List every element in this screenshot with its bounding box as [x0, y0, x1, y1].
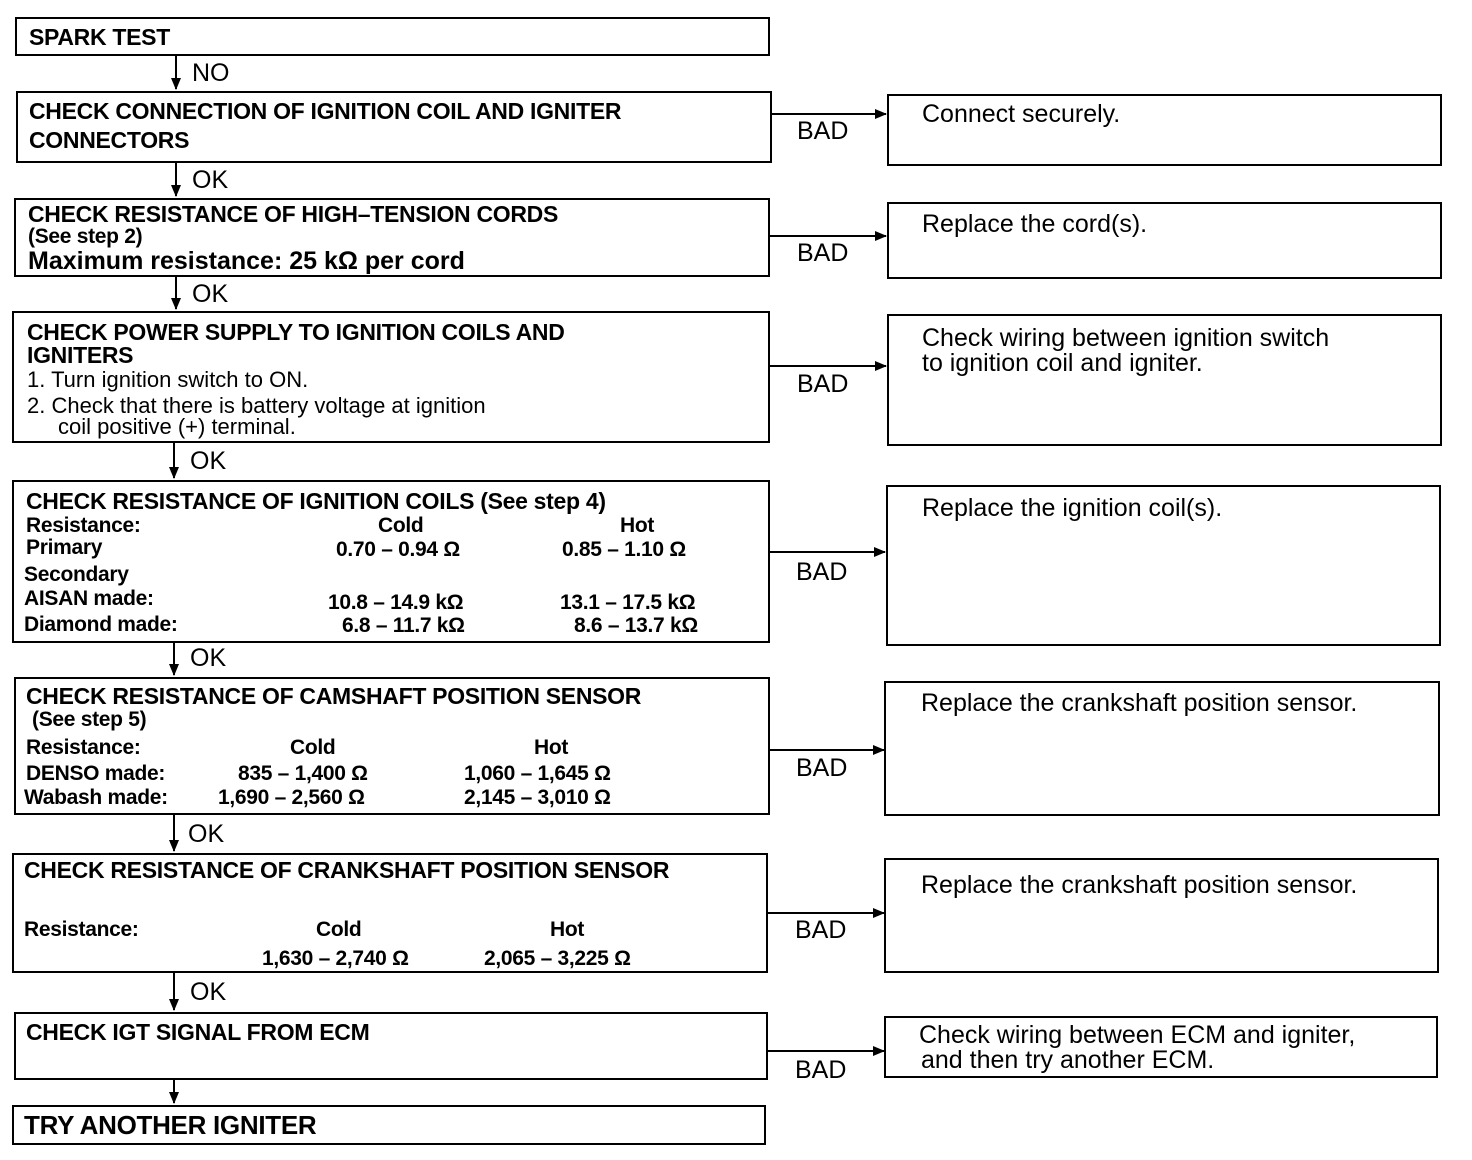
step-title: CHECK IGT SIGNAL FROM ECM — [26, 1019, 370, 1045]
step-high-tension-cords-box — [14, 198, 770, 277]
action-text-line1: Check wiring between ignition switch — [922, 324, 1330, 352]
primary-label: Primary — [26, 536, 103, 559]
action-text: Replace the crankshaft position sensor. — [921, 871, 1358, 899]
label-ok: OK — [190, 644, 227, 672]
step-see-ref: (See step 5) — [32, 708, 147, 731]
aisan-hot-value: 13.1 – 17.5 kΩ — [560, 591, 696, 614]
step-camshaft-sensor-box — [14, 677, 770, 815]
action-replace-ignition-coils-box — [886, 485, 1441, 646]
denso-cold-value: 835 – 1,400 Ω — [238, 762, 368, 785]
label-ok: OK — [192, 280, 229, 308]
resistance-label: Resistance: — [26, 514, 141, 537]
step-title-cont: CONNECTORS — [29, 127, 190, 153]
action-connect-securely-box — [887, 94, 1442, 166]
label-ok: OK — [190, 447, 227, 475]
col-hot: Hot — [534, 736, 569, 759]
step-title: CHECK RESISTANCE OF HIGH–TENSION CORDS — [28, 201, 558, 227]
label-ok: OK — [192, 166, 229, 194]
action-text: Replace the crankshaft position sensor. — [921, 689, 1358, 717]
wabash-cold-value: 1,690 – 2,560 Ω — [218, 786, 365, 809]
label-bad: BAD — [797, 370, 849, 398]
diamond-label: Diamond made: — [24, 613, 178, 636]
denso-label: DENSO made: — [26, 762, 166, 785]
step-title: CHECK RESISTANCE OF IGNITION COILS (See step 4) — [26, 488, 606, 514]
col-hot: Hot — [550, 918, 585, 941]
step-title: CHECK CONNECTION OF IGNITION COIL AND IGNITER — [29, 98, 622, 124]
col-cold: Cold — [378, 514, 424, 537]
crank-cold-value: 1,630 – 2,740 Ω — [262, 947, 409, 970]
step-title: CHECK RESISTANCE OF CAMSHAFT POSITION SENSOR — [26, 683, 642, 709]
instruction-2-cont: coil positive (+) terminal. — [58, 414, 296, 439]
aisan-cold-value: 10.8 – 14.9 kΩ — [328, 591, 464, 614]
resistance-label: Resistance: — [26, 736, 141, 759]
label-bad: BAD — [796, 558, 848, 586]
action-text-line2: and then try another ECM. — [921, 1046, 1215, 1074]
step-connection-check-box — [16, 91, 772, 163]
label-bad: BAD — [797, 117, 849, 145]
step-title-cont: IGNITERS — [27, 342, 134, 368]
primary-cold-value: 0.70 – 0.94 Ω — [336, 538, 460, 561]
step-crankshaft-sensor-box — [12, 853, 768, 973]
try-another-igniter-box — [12, 1105, 766, 1145]
label-bad: BAD — [795, 916, 847, 944]
resistance-label: Resistance: — [24, 918, 139, 941]
spark-test-box — [15, 17, 770, 56]
instruction-1: 1. Turn ignition switch to ON. — [27, 367, 309, 392]
primary-hot-value: 0.85 – 1.10 Ω — [562, 538, 686, 561]
diamond-cold-value: 6.8 – 11.7 kΩ — [342, 614, 465, 637]
action-replace-sensor-box — [884, 681, 1440, 816]
aisan-label: AISAN made: — [24, 587, 154, 610]
crank-hot-value: 2,065 – 3,225 Ω — [484, 947, 631, 970]
wabash-hot-value: 2,145 – 3,010 Ω — [464, 786, 611, 809]
spark-test-title: SPARK TEST — [29, 24, 170, 50]
col-cold: Cold — [290, 736, 336, 759]
step-ignition-coils-box — [12, 480, 770, 643]
action-replace-sensor-box — [884, 858, 1439, 973]
label-ok: OK — [190, 978, 227, 1006]
action-text: Replace the ignition coil(s). — [922, 494, 1223, 522]
action-check-wiring-ecm-box — [884, 1016, 1438, 1078]
action-text-line1: Check wiring between ECM and igniter, — [919, 1021, 1356, 1049]
label-bad: BAD — [795, 1056, 847, 1084]
instruction-2: 2. Check that there is battery voltage at ignition — [27, 393, 486, 418]
label-bad: BAD — [797, 239, 849, 267]
action-check-wiring-switch-box — [887, 314, 1442, 446]
action-text-line2: to ignition coil and igniter. — [922, 349, 1203, 377]
action-replace-cords-box — [887, 202, 1442, 279]
step-title: CHECK RESISTANCE OF CRANKSHAFT POSITION SENSOR — [24, 857, 670, 883]
label-ok: OK — [188, 820, 225, 848]
step-power-supply-box — [12, 311, 770, 443]
label-no: NO — [192, 59, 230, 87]
col-hot: Hot — [620, 514, 655, 537]
action-text: Connect securely. — [922, 100, 1121, 128]
wabash-label: Wabash made: — [24, 786, 168, 809]
step-spec: Maximum resistance: 25 kΩ per cord — [28, 247, 465, 275]
step-see-ref: (See step 2) — [28, 225, 143, 248]
label-bad: BAD — [796, 754, 848, 782]
step-igt-signal-box — [14, 1012, 768, 1080]
denso-hot-value: 1,060 – 1,645 Ω — [464, 762, 611, 785]
diamond-hot-value: 8.6 – 13.7 kΩ — [574, 614, 698, 637]
secondary-label: Secondary — [24, 563, 129, 586]
end-title: TRY ANOTHER IGNITER — [24, 1110, 317, 1140]
step-title: CHECK POWER SUPPLY TO IGNITION COILS AND — [27, 319, 565, 345]
action-text: Replace the cord(s). — [922, 210, 1148, 238]
col-cold: Cold — [316, 918, 362, 941]
